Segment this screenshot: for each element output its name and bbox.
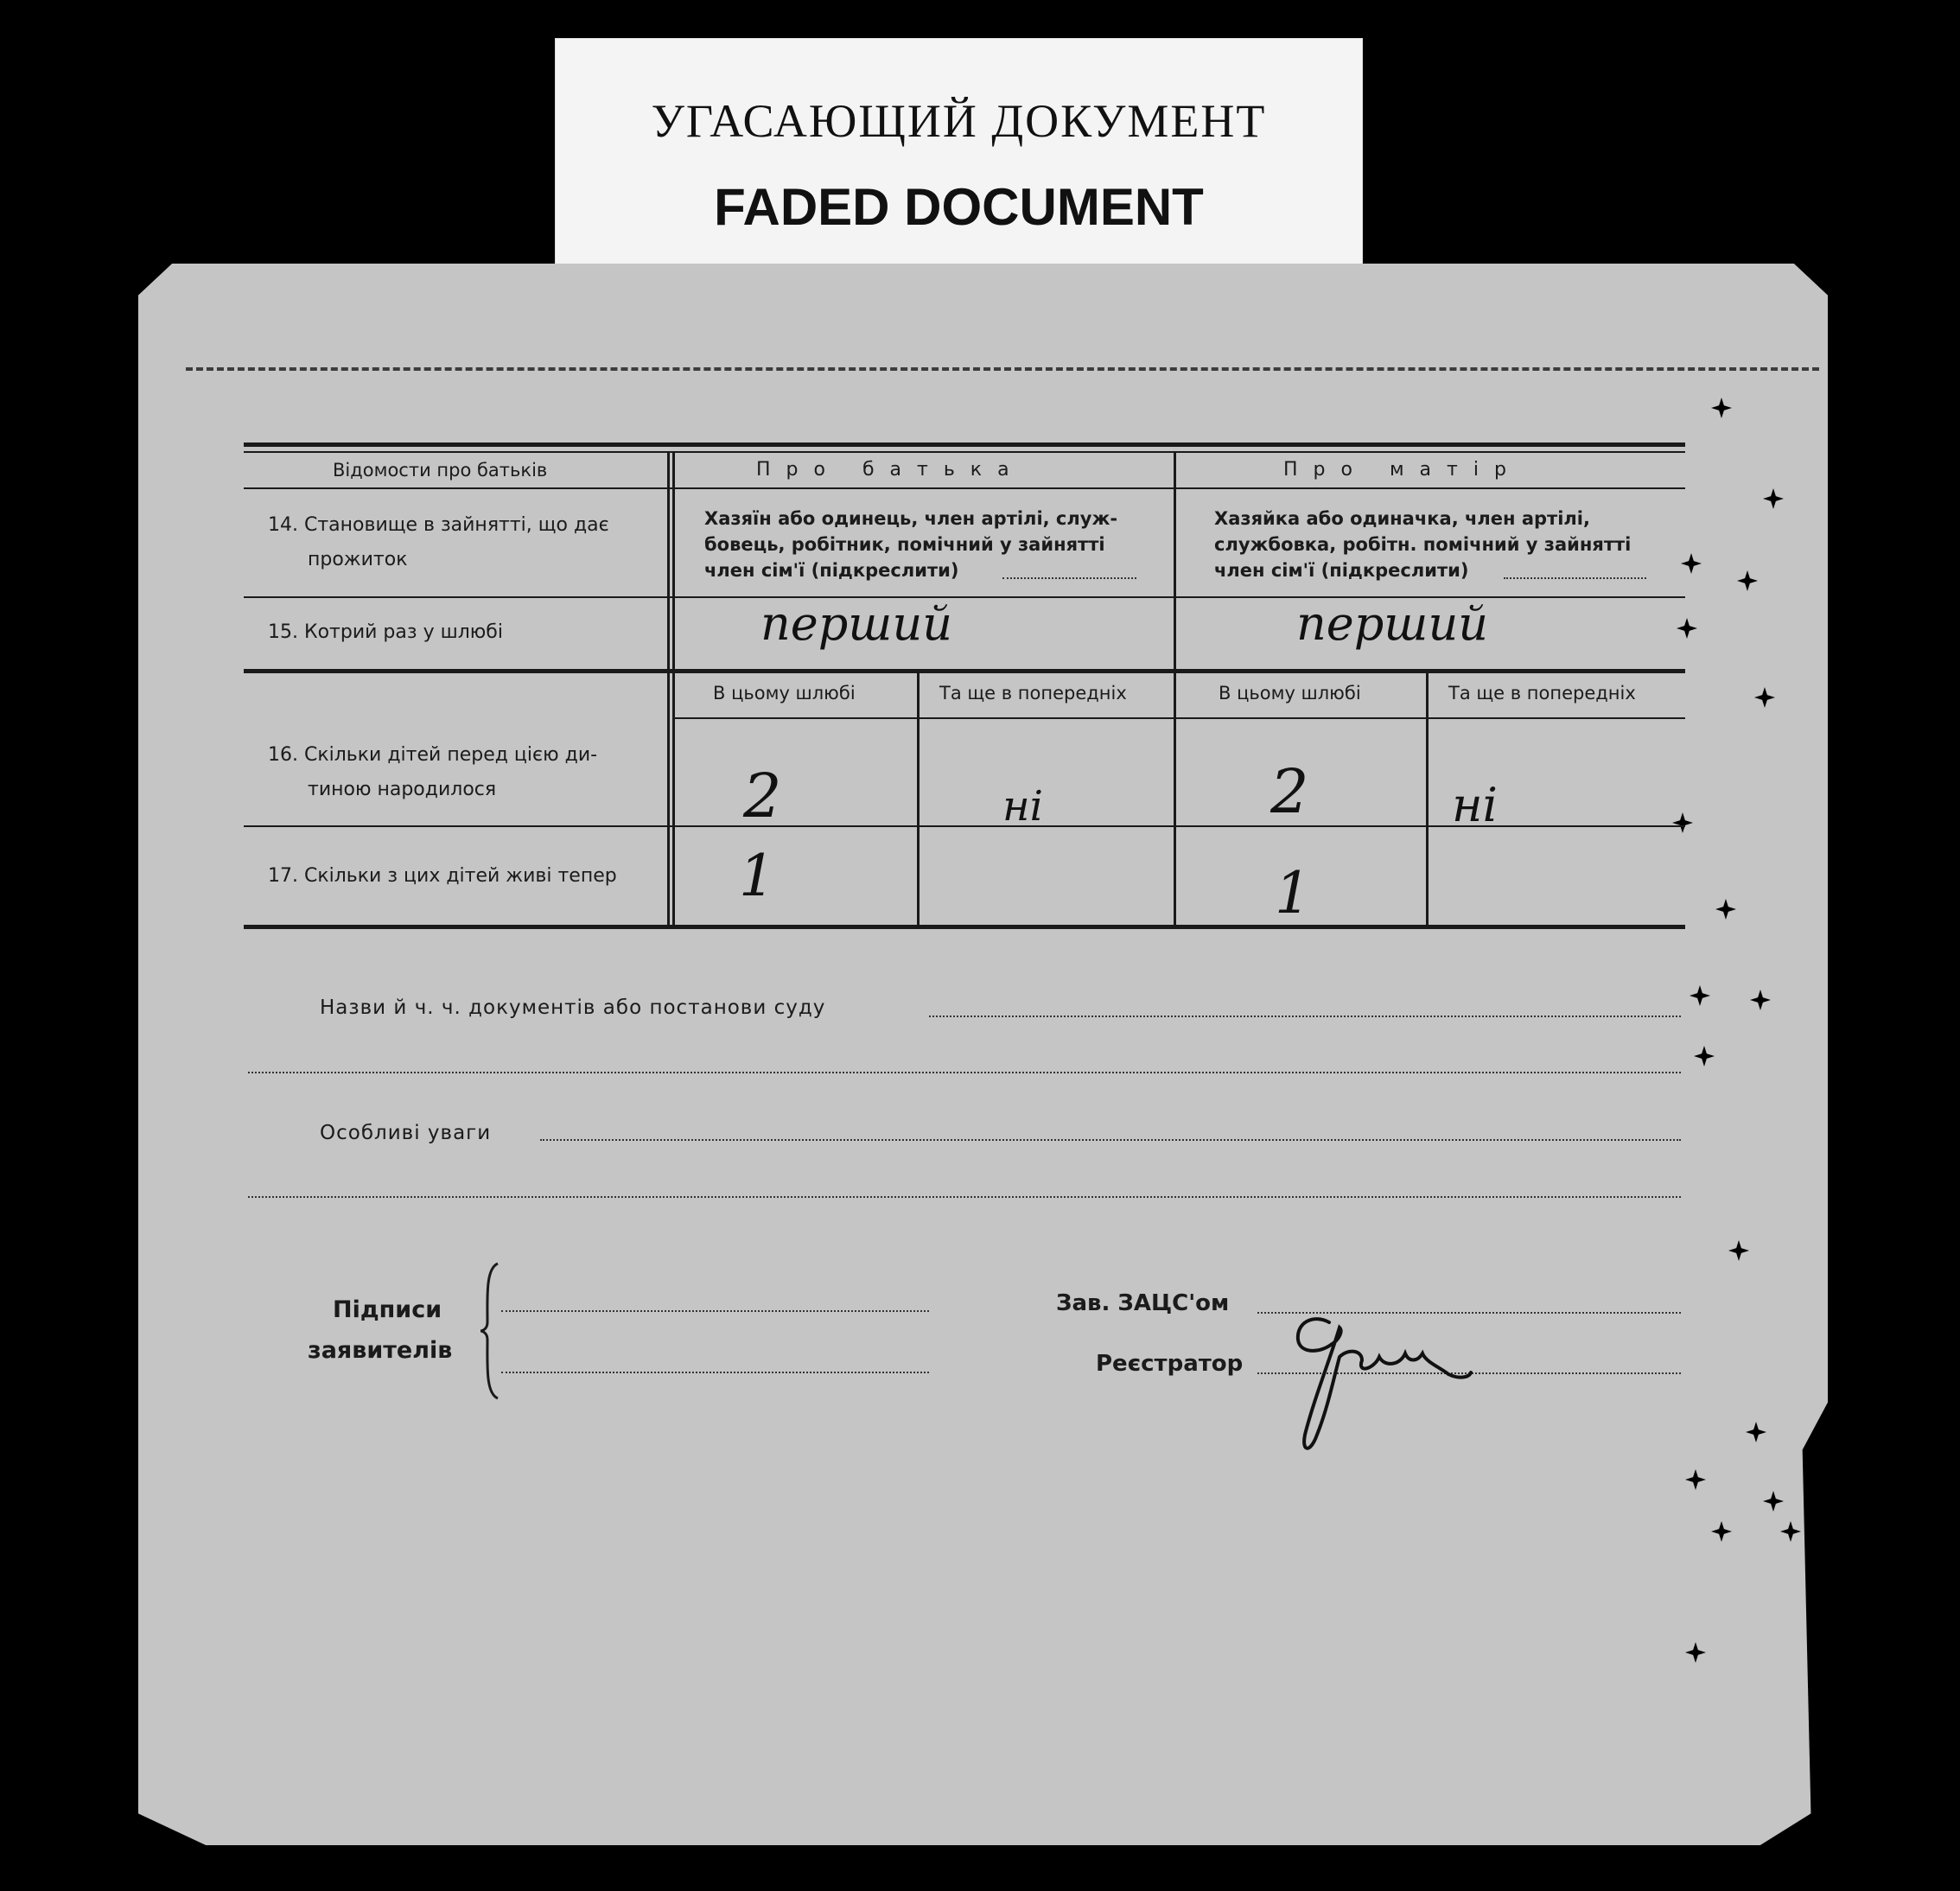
- head-label: Зав. ЗАЦС'ом: [1056, 1290, 1230, 1316]
- row14-mother-line2: службовка, робітн. помічний у зайнятті: [1214, 534, 1632, 555]
- damage-hole: [1681, 553, 1702, 574]
- fill-line: [1002, 577, 1136, 579]
- damage-hole: [1711, 1521, 1732, 1542]
- damage-hole: [1711, 398, 1732, 418]
- table-rule: [244, 669, 1685, 673]
- registrar-label: Реєстратор: [1096, 1351, 1244, 1377]
- remarks-fill-line: [540, 1139, 1681, 1141]
- row15-label: 15. Котрий раз у шлюбі: [268, 621, 503, 643]
- table-column-divider: [1174, 451, 1176, 926]
- signatures-label-line2: заявителів: [308, 1337, 453, 1364]
- subheader-mother-prev: Та ще в попередніх: [1448, 683, 1636, 704]
- row15-mother-value: перший: [1296, 596, 1489, 651]
- damage-hole: [1715, 899, 1736, 920]
- row16-father-prev: ні: [1002, 782, 1043, 831]
- documents-fill-line: [929, 1016, 1681, 1017]
- row16-father-this: 2: [743, 761, 782, 831]
- remarks-label: Особливі уваги: [320, 1122, 492, 1144]
- damage-hole: [1685, 1642, 1706, 1663]
- table-top-rule: [244, 443, 1685, 447]
- row17-father-this: 1: [739, 843, 775, 909]
- documents-label: Назви й ч. ч. документів або постанови суду: [320, 996, 826, 1019]
- row17-mother-this: 1: [1275, 860, 1311, 926]
- damage-hole: [1754, 687, 1775, 708]
- row14-father-line1: Хазяїн або одинець, член артілі, служ-: [704, 508, 1118, 529]
- damage-hole: [1750, 990, 1771, 1010]
- row14-label-line2: прожиток: [308, 549, 408, 570]
- header-col1: Відомости про батьків: [333, 460, 548, 481]
- document-sheet: [138, 264, 1828, 1845]
- documents-fill-line-2: [248, 1072, 1681, 1073]
- signatures-brace: [479, 1262, 501, 1400]
- subheader-mother-this: В цьому шлюбі: [1219, 683, 1361, 704]
- damage-hole: [1694, 1046, 1715, 1066]
- table-rule: [674, 717, 1685, 719]
- damage-hole: [1746, 1422, 1766, 1442]
- applicant-signature-line-1: [501, 1310, 929, 1312]
- damage-hole: [1728, 1240, 1749, 1261]
- table-bottom-rule: [244, 925, 1685, 929]
- signatures-label-line1: Підписи: [333, 1296, 442, 1323]
- remarks-fill-line-2: [248, 1196, 1681, 1198]
- row16-mother-prev: ні: [1452, 778, 1498, 832]
- damage-hole: [1685, 1469, 1706, 1490]
- row14-father-line2: бовець, робітник, помічний у зайнятті: [704, 534, 1105, 555]
- row15-father-value: перший: [760, 596, 953, 651]
- table-column-divider: [917, 672, 920, 926]
- fill-line: [1504, 577, 1646, 579]
- damage-hole: [1763, 488, 1784, 509]
- row14-mother-line1: Хазяйка або одиначка, член артілі,: [1214, 508, 1590, 529]
- registrar-signature: [1279, 1305, 1504, 1461]
- table-top-rule-inner: [244, 451, 1685, 453]
- row16-label-line2: тиною народилося: [308, 779, 497, 800]
- row17-label: 17. Скільки з цих дітей живі тепер: [268, 865, 617, 887]
- label-english: FADED DOCUMENT: [714, 178, 1204, 236]
- subheader-father-this: В цьому шлюбі: [713, 683, 856, 704]
- applicant-signature-line-2: [501, 1372, 929, 1373]
- table-column-divider: [1426, 672, 1429, 926]
- header-father: Про батька: [756, 459, 1025, 481]
- damage-hole: [1672, 812, 1693, 833]
- header-mother: Про матір: [1283, 459, 1522, 481]
- row16-mother-this: 2: [1270, 756, 1309, 827]
- label-russian: УГАСАЮЩИЙ ДОКУМЕНТ: [651, 95, 1267, 147]
- row14-mother-line3: член сім'ї (підкреслити): [1214, 560, 1469, 581]
- damage-hole: [1690, 985, 1710, 1006]
- damage-hole: [1780, 1521, 1801, 1542]
- row14-label-line1: 14. Становище в зайнятті, що дає: [268, 514, 609, 536]
- subheader-father-prev: Та ще в попередніх: [939, 683, 1127, 704]
- table-rule: [244, 487, 1685, 489]
- faded-document-label: [555, 38, 1363, 269]
- damage-hole: [1737, 570, 1758, 591]
- row16-label-line1: 16. Скільки дітей перед цією ди-: [268, 744, 598, 766]
- row14-father-line3: член сім'ї (підкреслити): [704, 560, 959, 581]
- damage-hole: [1677, 618, 1697, 639]
- table-column-divider: [667, 451, 670, 926]
- damage-hole: [1763, 1491, 1784, 1512]
- perforation-line: [186, 367, 1819, 371]
